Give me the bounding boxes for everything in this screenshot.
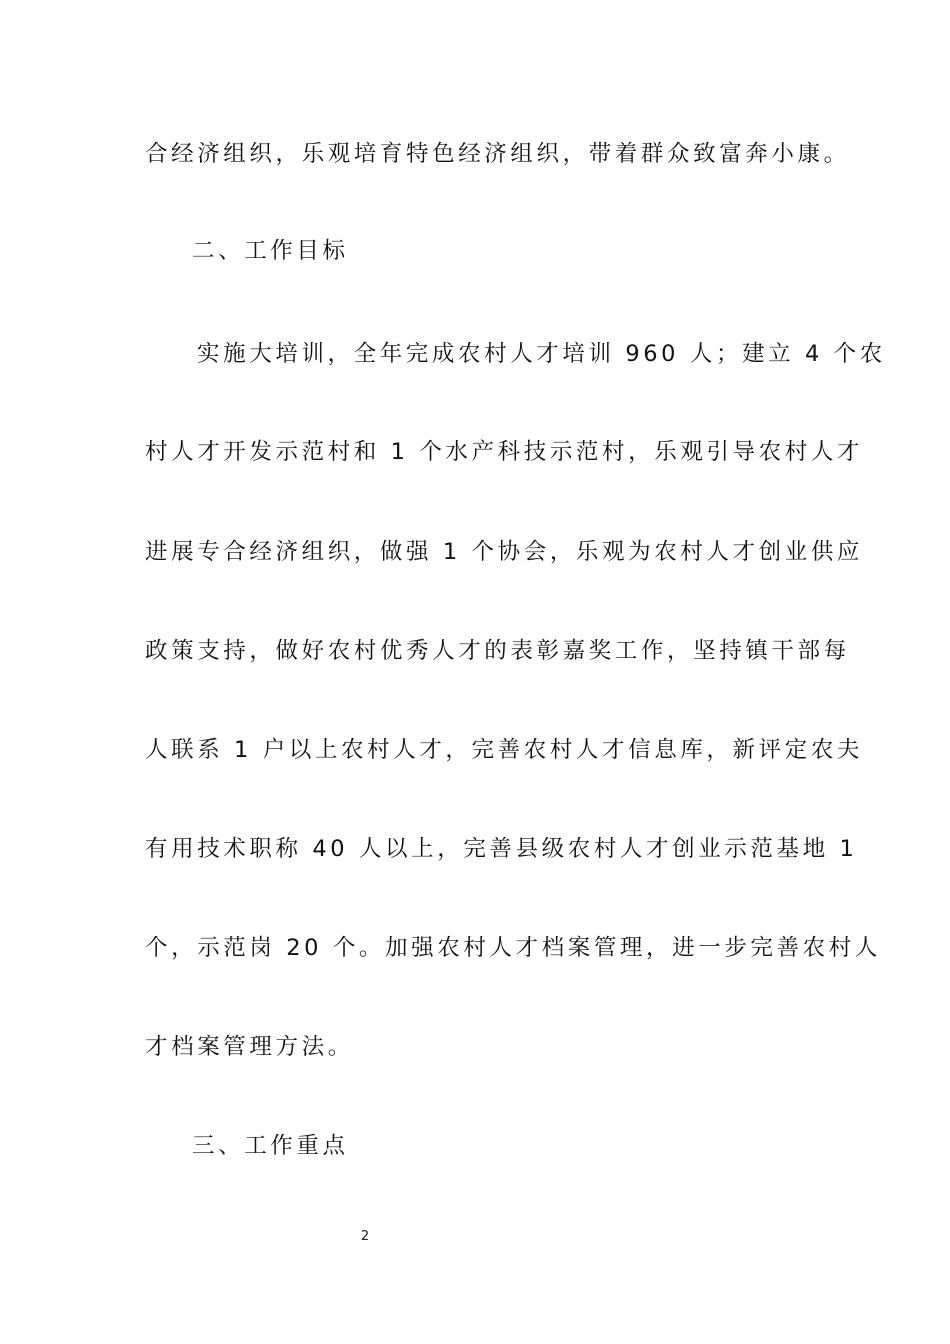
paragraph-line-8: 个，示范岗 20 个。加强农村人才档案管理，进一步完善农村人	[145, 935, 881, 961]
paragraph-line-7: 有用技术职称 40 人以上，完善县级农村人才创业示范基地 1	[145, 836, 858, 862]
paragraph-line-6: 人联系 1 户以上农村人才，完善农村人才信息库，新评定农夫	[145, 737, 864, 763]
paragraph-line-3: 村人才开发示范村和 1 个水产科技示范村，乐观引导农村人才	[145, 439, 864, 465]
section-heading-work-goals: 二、工作目标	[192, 238, 349, 264]
paragraph-line-4: 进展专合经济组织，做强 1 个协会，乐观为农村人才创业供应	[145, 539, 864, 565]
paragraph-line-1: 合经济组织，乐观培育特色经济组织，带着群众致富奔小康。	[145, 141, 850, 167]
paragraph-line-2: 实施大培训，全年完成农村人才培训 960 人；建立 4 个农	[197, 341, 886, 367]
section-heading-work-focus: 三、工作重点	[192, 1133, 349, 1159]
paragraph-line-9: 才档案管理方法。	[145, 1034, 354, 1060]
paragraph-line-5: 政策支持，做好农村优秀人才的表彰嘉奖工作，坚持镇干部每	[145, 638, 850, 664]
page-number: 2	[360, 1229, 370, 1244]
